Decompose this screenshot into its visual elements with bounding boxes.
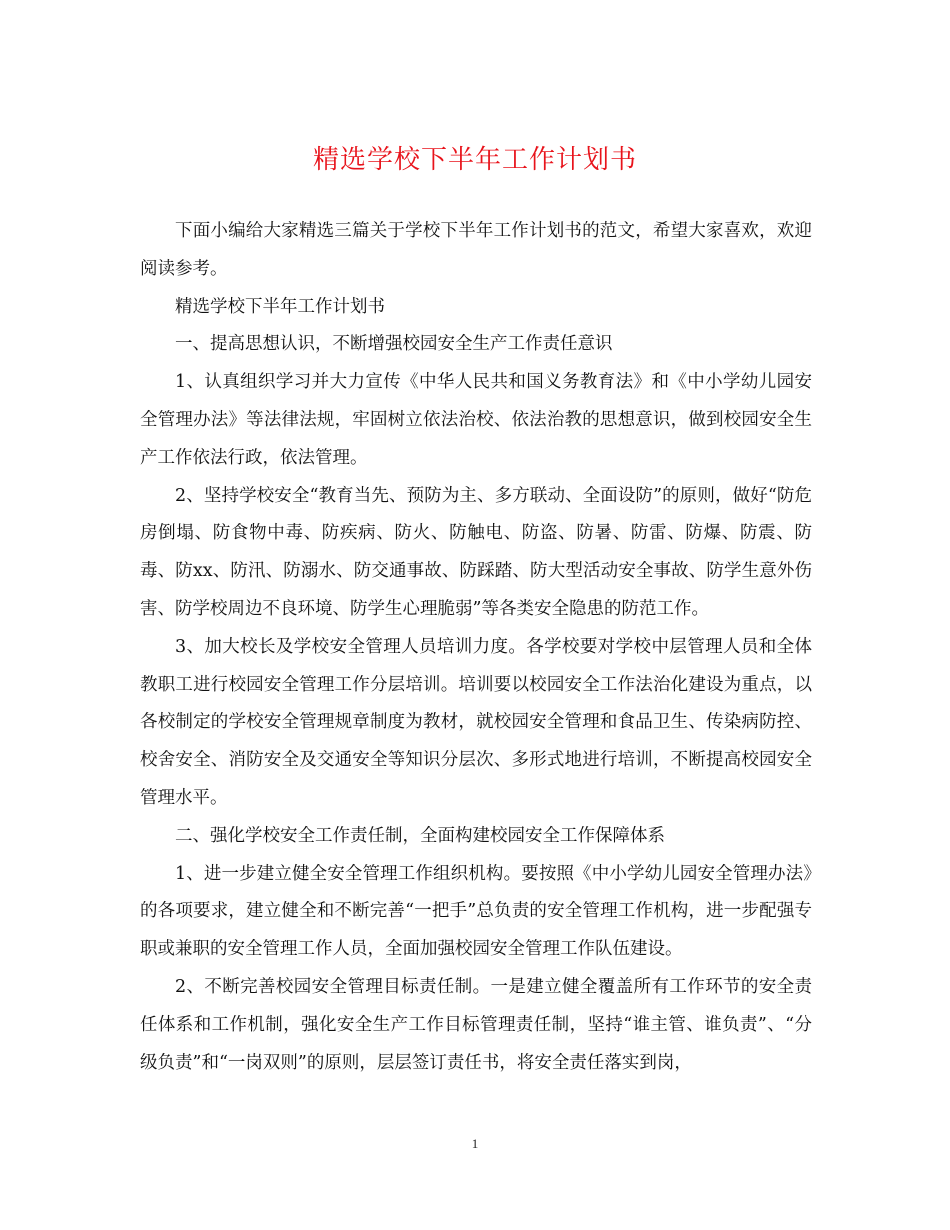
section-heading-1: 一、提高思想认识，不断增强校园安全生产工作责任意识 (175, 334, 613, 355)
paragraph-1-3: 3、加大校长及学校安全管理人员培训力度。各学校要对学校中层管理人员和全体教职工进行校园安全管理工作分层培训。培训要以校园安全工作法治化建设为重点，以各校制定的学校安全管理规章制度为教材，就校园安全管理和食品卫生、传染病防控、校舍安全、消防安全及交通安全等知识分层次、多形式地进行培训，不断提高校园安全管理水平。 (140, 636, 812, 808)
section-heading-2: 二、强化学校安全工作责任制，全面构建校园安全工作保障体系 (175, 825, 665, 846)
document-body (140, 213, 812, 1082)
paragraph-intro: 下面小编给大家精选三篇关于学校下半年工作计划书的范文，希望大家喜欢，欢迎阅读参考。 (140, 221, 812, 279)
paragraph-subtitle: 精选学校下半年工作计划书 (175, 296, 385, 317)
paragraph-2-1: 1、进一步建立健全安全管理工作组织机构。要按照《中小学幼儿园安全管理办法》的各项要求，建立健全和不断完善“一把手”总负责的安全管理工作机构，进一步配强专职或兼职的安全管理工作人员，全面加强校园安全管理工作队伍建设。 (140, 863, 812, 960)
paragraph-1-2: 2、坚持学校安全“教育当先、预防为主、多方联动、全面设防”的原则，做好“防危房倒塌、防食物中毒、防疾病、防火、防触电、防盗、防暑、防雷、防爆、防震、防毒、防xx、防汛、防溺水、防交通事故、防踩踏、防大型活动安全事故、防学生意外伤害、防学校周边不良环境、防学生心理脆弱”等各类安全隐患的防范工作。 (140, 485, 812, 619)
paragraph-1-1: 1、认真组织学习并大力宣传《中华人民共和国义务教育法》和《中小学幼儿园安全管理办法》等法律法规，牢固树立依法治校、依法治教的思想意识，做到校园安全生产工作依法行政，依法管理。 (140, 372, 812, 468)
page-title: 精选学校下半年工作计划书 (312, 145, 637, 175)
page-number: 1 (471, 1136, 479, 1151)
paragraph-2-2: 2、不断完善校园安全管理目标责任制。一是建立健全覆盖所有工作环节的安全责任体系和工作机制，强化安全生产工作目标管理责任制，坚持“谁主管、谁负责”、“分级负责”和“一岗双则”的原则，层层签订责任书，将安全责任落实到岗， (140, 976, 812, 1073)
